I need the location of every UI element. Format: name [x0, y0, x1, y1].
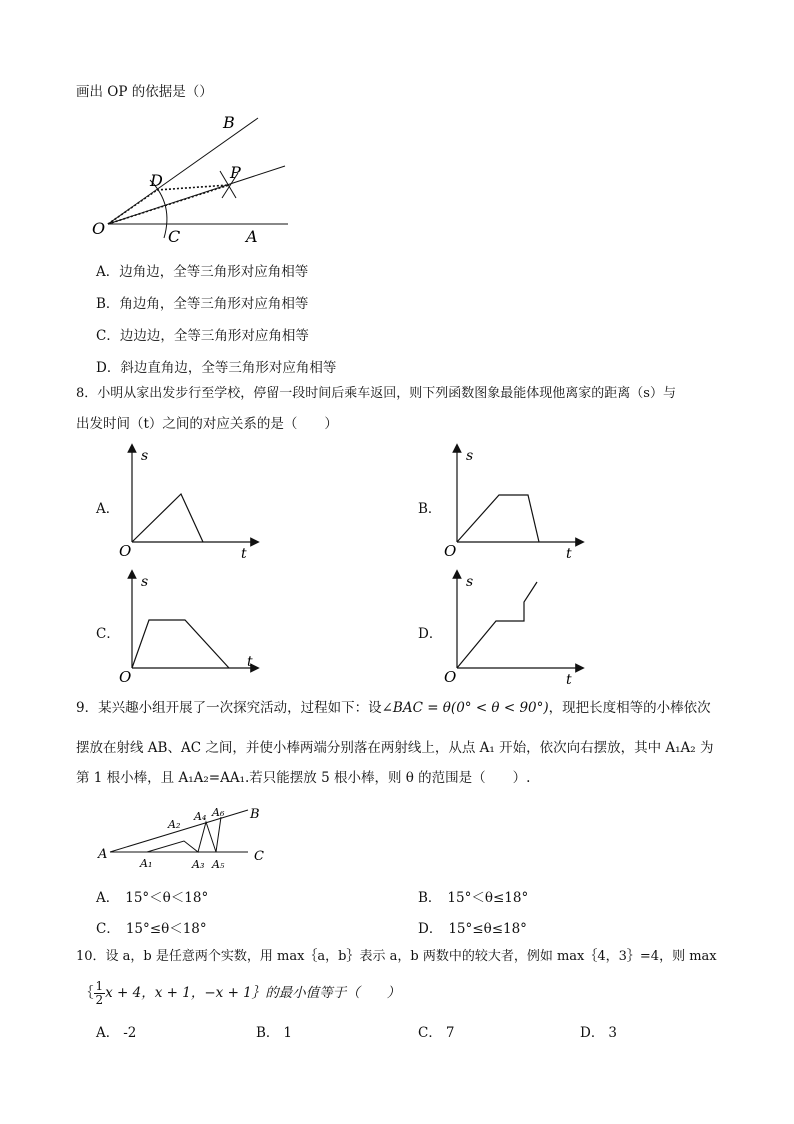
origin-label: O [119, 668, 132, 686]
q9-option-d[interactable]: D． 15°≤θ≤18° [418, 921, 527, 937]
q8-option-d-label[interactable]: D． [418, 626, 443, 642]
q9-stem-line2: 摆放在射线 AB、AC 之间，并使小棒两端分别落在两射线上，从点 A₁ 开始，依次向右摆放，其中 A₁A₂ 为 [76, 740, 714, 756]
q8-graph-b[interactable] [440, 440, 590, 560]
q8-option-c-label[interactable]: C． [96, 626, 120, 642]
label-C: C [168, 227, 181, 246]
label-O: O [92, 219, 106, 238]
q9-sticks-figure [96, 800, 276, 876]
label-B: B [250, 807, 260, 822]
q9-stem-line3: 第 1 根小棒，且 A₁A₂=AA₁.若只能摆放 5 根小棒，则 θ 的范围是（ ）. [76, 770, 531, 786]
q7-option-d[interactable]: D．斜边直角边，全等三角形对应角相等 [96, 360, 337, 376]
t-axis-label: t [566, 672, 572, 686]
origin-label: O [444, 668, 457, 686]
label-A: A [246, 227, 258, 246]
q9-option-b[interactable]: B． 15°＜θ≤18° [418, 890, 529, 906]
origin-label: O [119, 542, 132, 560]
q10-option-d[interactable]: D． 3 [580, 1025, 617, 1041]
q9-angle-formula: ∠BAC = θ(0° < θ < 90°) [381, 700, 549, 716]
label-P: P [230, 163, 241, 182]
q8-graph-c[interactable] [115, 566, 265, 686]
label-A6: A₆ [212, 806, 225, 819]
label-A3: A₃ [192, 858, 205, 871]
label-A5: A₅ [212, 858, 225, 871]
q10-stem-line2: ｛ $\frac{1}{2}$ x + 4，x + 1，−x + 1｝的最小值等于（ ） [80, 979, 401, 1007]
q9-option-a[interactable]: A． 15°＜θ＜18° [96, 890, 209, 906]
q9-option-c[interactable]: C． 15°≤θ＜18° [96, 921, 207, 937]
label-B: B [223, 113, 235, 132]
q10-option-a[interactable]: A． -2 [96, 1025, 137, 1041]
q10-stem-line1: 10．设 a，b 是任意两个实数，用 max｛a，b｝表示 a，b 两数中的较大者，例如 max｛4，3｝=4，则 max [76, 949, 717, 964]
q8-graph-d[interactable] [440, 566, 590, 686]
s-axis-label: s [466, 448, 474, 464]
t-axis-label: t [247, 654, 253, 670]
q8-graph-a[interactable] [115, 440, 265, 560]
label-C: C [254, 849, 264, 864]
q7-option-a[interactable]: A．边角边，全等三角形对应角相等 [96, 264, 309, 280]
q7-option-c[interactable]: C．边边边，全等三角形对应角相等 [96, 328, 309, 344]
q10-fraction: $\frac{1}{2}$ [95, 979, 104, 1007]
label-A: A [98, 847, 108, 862]
s-axis-label: s [141, 574, 149, 590]
label-A1: A₁ [140, 857, 153, 870]
t-axis-label: t [566, 546, 572, 560]
q10-option-c[interactable]: C． 7 [418, 1025, 455, 1041]
s-axis-label: s [466, 574, 474, 590]
q7-option-b[interactable]: B．角边角，全等三角形对应角相等 [96, 296, 309, 312]
label-A2: A₂ [168, 818, 181, 831]
q8-stem-line1: 8．小明从家出发步行至学校，停留一段时间后乘车返回，则下列函数图象最能体现他离家的距离（s）与 [76, 386, 676, 401]
q9-stem-line1: 9．某兴趣小组开展了一次探究活动，过程如下：设∠BAC = θ(0° < θ < 90°)，现把长度相等的小棒依次 [76, 700, 711, 716]
s-axis-label: s [141, 448, 149, 464]
t-axis-label: t [241, 546, 247, 560]
q8-option-a-label[interactable]: A． [96, 501, 120, 517]
q7-stem: 画出 OP 的依据是（） [76, 84, 213, 100]
q8-option-b-label[interactable]: B． [418, 501, 442, 517]
origin-label: O [444, 542, 457, 560]
q8-stem-line2: 出发时间（t）之间的对应关系的是（ ） [76, 416, 338, 432]
q7-angle-bisector-figure [80, 108, 310, 248]
label-D: D [150, 171, 163, 190]
q10-option-b[interactable]: B． 1 [256, 1025, 293, 1041]
label-A4: A₄ [194, 810, 207, 823]
